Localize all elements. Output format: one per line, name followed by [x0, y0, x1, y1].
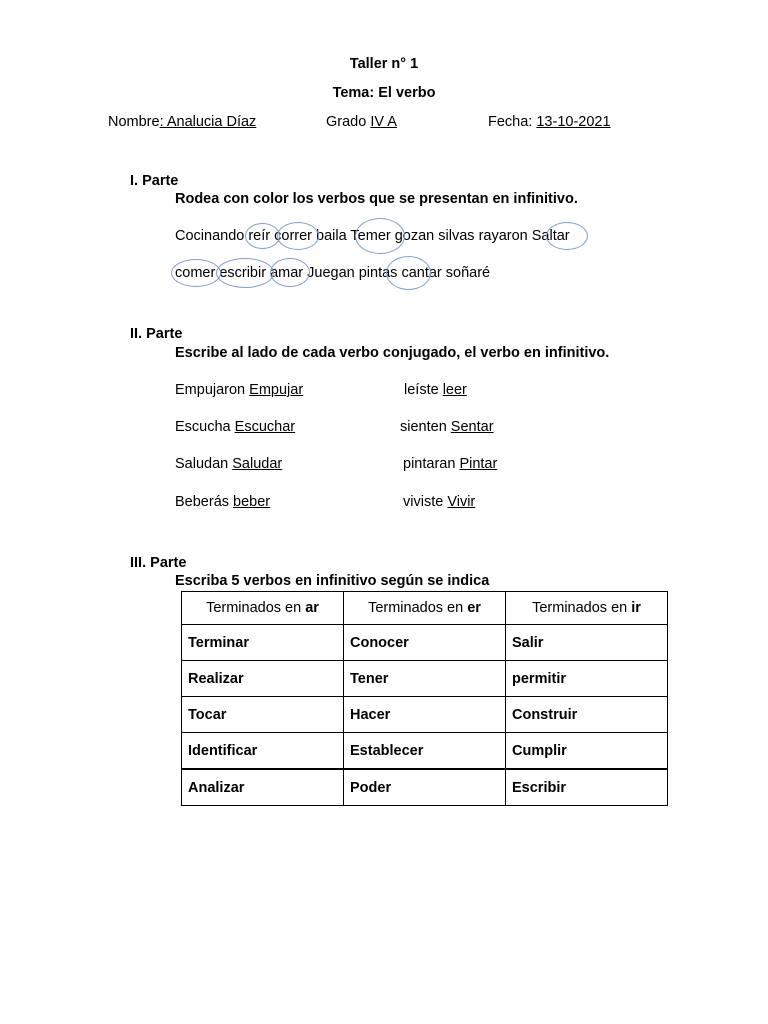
header-suffix: ar [305, 600, 319, 616]
infinitive-answer: Saludar [232, 456, 283, 472]
table-row [182, 769, 668, 806]
date-value: 13-10-2021 [536, 114, 611, 130]
verbs-table [181, 591, 668, 806]
part2-instruction: Escribe al lado de cada verbo conjugado, el verbo en infinitivo. [175, 345, 610, 361]
table-row [182, 625, 668, 661]
grade-label: Grado [326, 114, 371, 130]
table-cell: Tener [344, 661, 506, 697]
header-prefix: Terminados en [206, 600, 306, 616]
name-label: Nombre [108, 114, 160, 130]
table-header-row [182, 592, 668, 625]
grade-value: IV A [370, 114, 397, 130]
conjugated-verb: pintaran [403, 456, 460, 472]
part2-heading: II. Parte [130, 326, 183, 342]
conjugation-item [404, 381, 467, 399]
conjugated-verb: Escucha [175, 419, 235, 435]
worksheet-title: Taller n° 1 [349, 56, 419, 72]
conjugated-verb: viviste [403, 494, 448, 510]
infinitive-answer: Escuchar [234, 419, 296, 435]
conjugated-verb: Empujaron [175, 382, 250, 398]
conjugated-verb: sienten [400, 419, 451, 435]
table-cell: Conocer [344, 625, 506, 661]
table-cell: Analizar [182, 769, 344, 806]
infinitive-answer: Vivir [447, 494, 476, 510]
table-cell: Escribir [506, 769, 668, 806]
date-label: Fecha: [488, 114, 537, 130]
conjugated-verb: Saludan [175, 456, 233, 472]
infinitive-answer: leer [442, 382, 467, 398]
grade-field [326, 113, 397, 131]
header-suffix: er [467, 600, 481, 616]
part1-word-line-2: comer escribir amar Juegan pintas cantar soñaré [175, 265, 491, 281]
conjugated-verb: Beberás [175, 494, 234, 510]
name-value: : Analucia Díaz [159, 114, 257, 130]
conjugation-item [175, 418, 295, 436]
conjugation-item [400, 418, 494, 436]
table-cell: Hacer [344, 697, 506, 733]
worksheet-topic: Tema: El verbo [332, 85, 436, 101]
part3-heading: III. Parte [130, 555, 187, 571]
table-cell: Salir [506, 625, 668, 661]
infinitive-answer: Sentar [450, 419, 494, 435]
header-prefix: Terminados en [368, 600, 468, 616]
table-row [182, 661, 668, 697]
infinitive-answer: Pintar [459, 456, 498, 472]
table-cell: Cumplir [506, 733, 668, 770]
conjugation-item [175, 493, 270, 511]
conjugation-item [403, 455, 497, 473]
column-header-ir [506, 592, 668, 625]
table-cell: Terminar [182, 625, 344, 661]
table-cell: Identificar [182, 733, 344, 770]
conjugated-verb: leíste [404, 382, 443, 398]
infinitive-answer: Empujar [249, 382, 304, 398]
part3-instruction: Escriba 5 verbos en infinitivo según se indica [175, 573, 490, 589]
column-header-ar [182, 592, 344, 625]
part1-heading: I. Parte [130, 173, 179, 189]
table-cell: Poder [344, 769, 506, 806]
part1-instruction: Rodea con color los verbos que se presentan en infinitivo. [175, 191, 578, 207]
table-cell: Construir [506, 697, 668, 733]
conjugation-item [403, 493, 475, 511]
infinitive-answer: beber [233, 494, 271, 510]
name-field [108, 113, 256, 131]
table-cell: Tocar [182, 697, 344, 733]
table-row [182, 697, 668, 733]
conjugation-item [175, 381, 303, 399]
part1-word-line-1: Cocinando reír correr baila Temer gozan silvas rayaron Saltar [175, 228, 570, 244]
table-cell: Realizar [182, 661, 344, 697]
header-suffix: ir [631, 600, 641, 616]
column-header-er [344, 592, 506, 625]
table-cell: permitir [506, 661, 668, 697]
date-field [488, 113, 611, 131]
table-cell: Establecer [344, 733, 506, 770]
header-prefix: Terminados en [532, 600, 632, 616]
conjugation-item [175, 455, 282, 473]
table-row [182, 733, 668, 770]
